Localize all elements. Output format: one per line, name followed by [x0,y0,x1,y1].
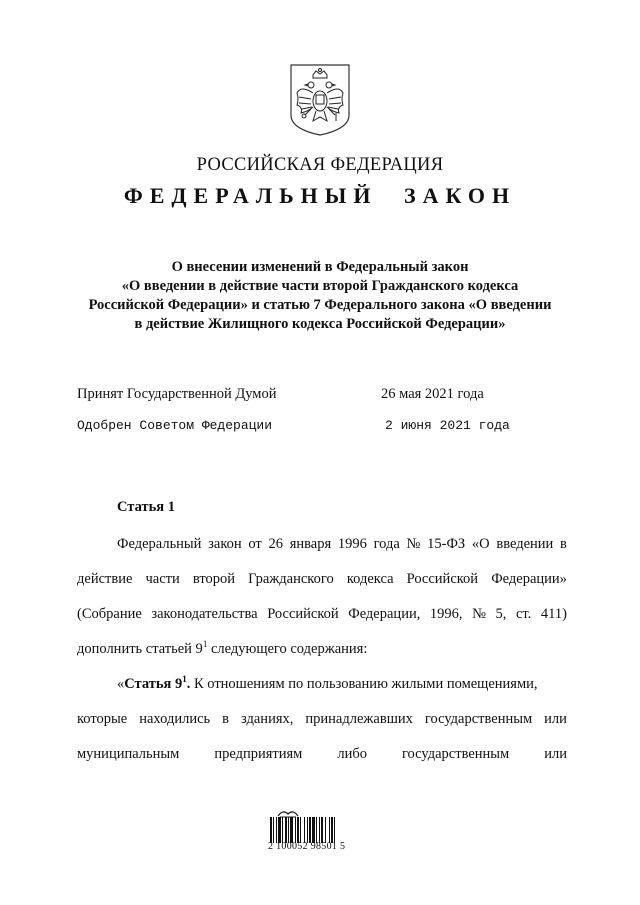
barcode-bar [304,817,305,843]
paragraph-line: муниципальным предприятиям либо государственным или [77,746,567,762]
council-approval-date: 2 июня 2021 года [385,418,510,433]
council-approval-label: Одобрен Советом Федерации [77,418,273,433]
law-title-line: в действие Жилищного кодекса Российской Федерации» [134,316,506,332]
state-emblem [289,63,351,137]
duma-adoption-date: 26 мая 2021 года [381,386,484,402]
article-heading: Статья 1 [117,499,175,515]
barcode-bar [325,817,326,843]
barcode-logo-icon [277,805,299,815]
barcode-bar [282,817,283,843]
barcode-bar [300,817,301,843]
paragraph-line: (Собрание законодательства Российской Федерации, 1996, № 5, ст. 411) [77,606,567,622]
paragraph-line: Федеральный закон от 26 января 1996 года № 15-ФЗ «О введении в [117,536,567,552]
barcode-bar [329,817,330,843]
barcode-bar [321,817,323,843]
barcode-bar [273,817,274,843]
barcode [270,817,356,843]
barcode-bar [276,817,277,843]
law-title-line: Российской Федерации» и статью 7 Федерального закона «О введении [88,297,552,313]
barcode-bar [316,817,317,843]
barcode-bar [331,817,333,843]
paragraph-line: действие части второй Гражданского кодекса Российской Федерации» [77,571,567,587]
law-title-line: «О введении в действие части второй Гражданского кодекса [121,278,519,294]
country-name: РОССИЙСКАЯ ФЕДЕРАЦИЯ [196,155,444,175]
barcode-bar [309,817,311,843]
barcode-bar [290,817,293,843]
barcode-bar [297,817,299,843]
barcode-bar [270,817,272,843]
law-title [70,258,570,334]
quoted-article-heading: Статья $9^1$. [124,674,191,692]
barcode-bar [285,817,287,843]
barcode-bar [288,817,289,843]
barcode-bar [278,817,281,843]
paragraph-line: которые находились в зданиях, принадлежавших государственным или [77,711,567,727]
barcode-bar [307,817,308,843]
barcode-bar [312,817,315,843]
paragraph-line: дополнить статьей $9^1$ следующего содержания: [77,639,368,657]
quoted-article-line: «Статья $9^1$. К отношениям по пользованию жилыми помещениями, [117,674,538,692]
barcode-number: 2 100052 98501 5 [268,841,346,852]
barcode-bar [334,817,335,843]
law-title-line: О внесении изменений в Федеральный закон [171,259,469,275]
duma-adoption-label: Принят Государственной Думой [77,386,277,402]
barcode-bar [295,817,296,843]
barcode-bar [319,817,320,843]
document-type: ФЕДЕРАЛЬНЫЙ ЗАКОН [123,183,517,208]
